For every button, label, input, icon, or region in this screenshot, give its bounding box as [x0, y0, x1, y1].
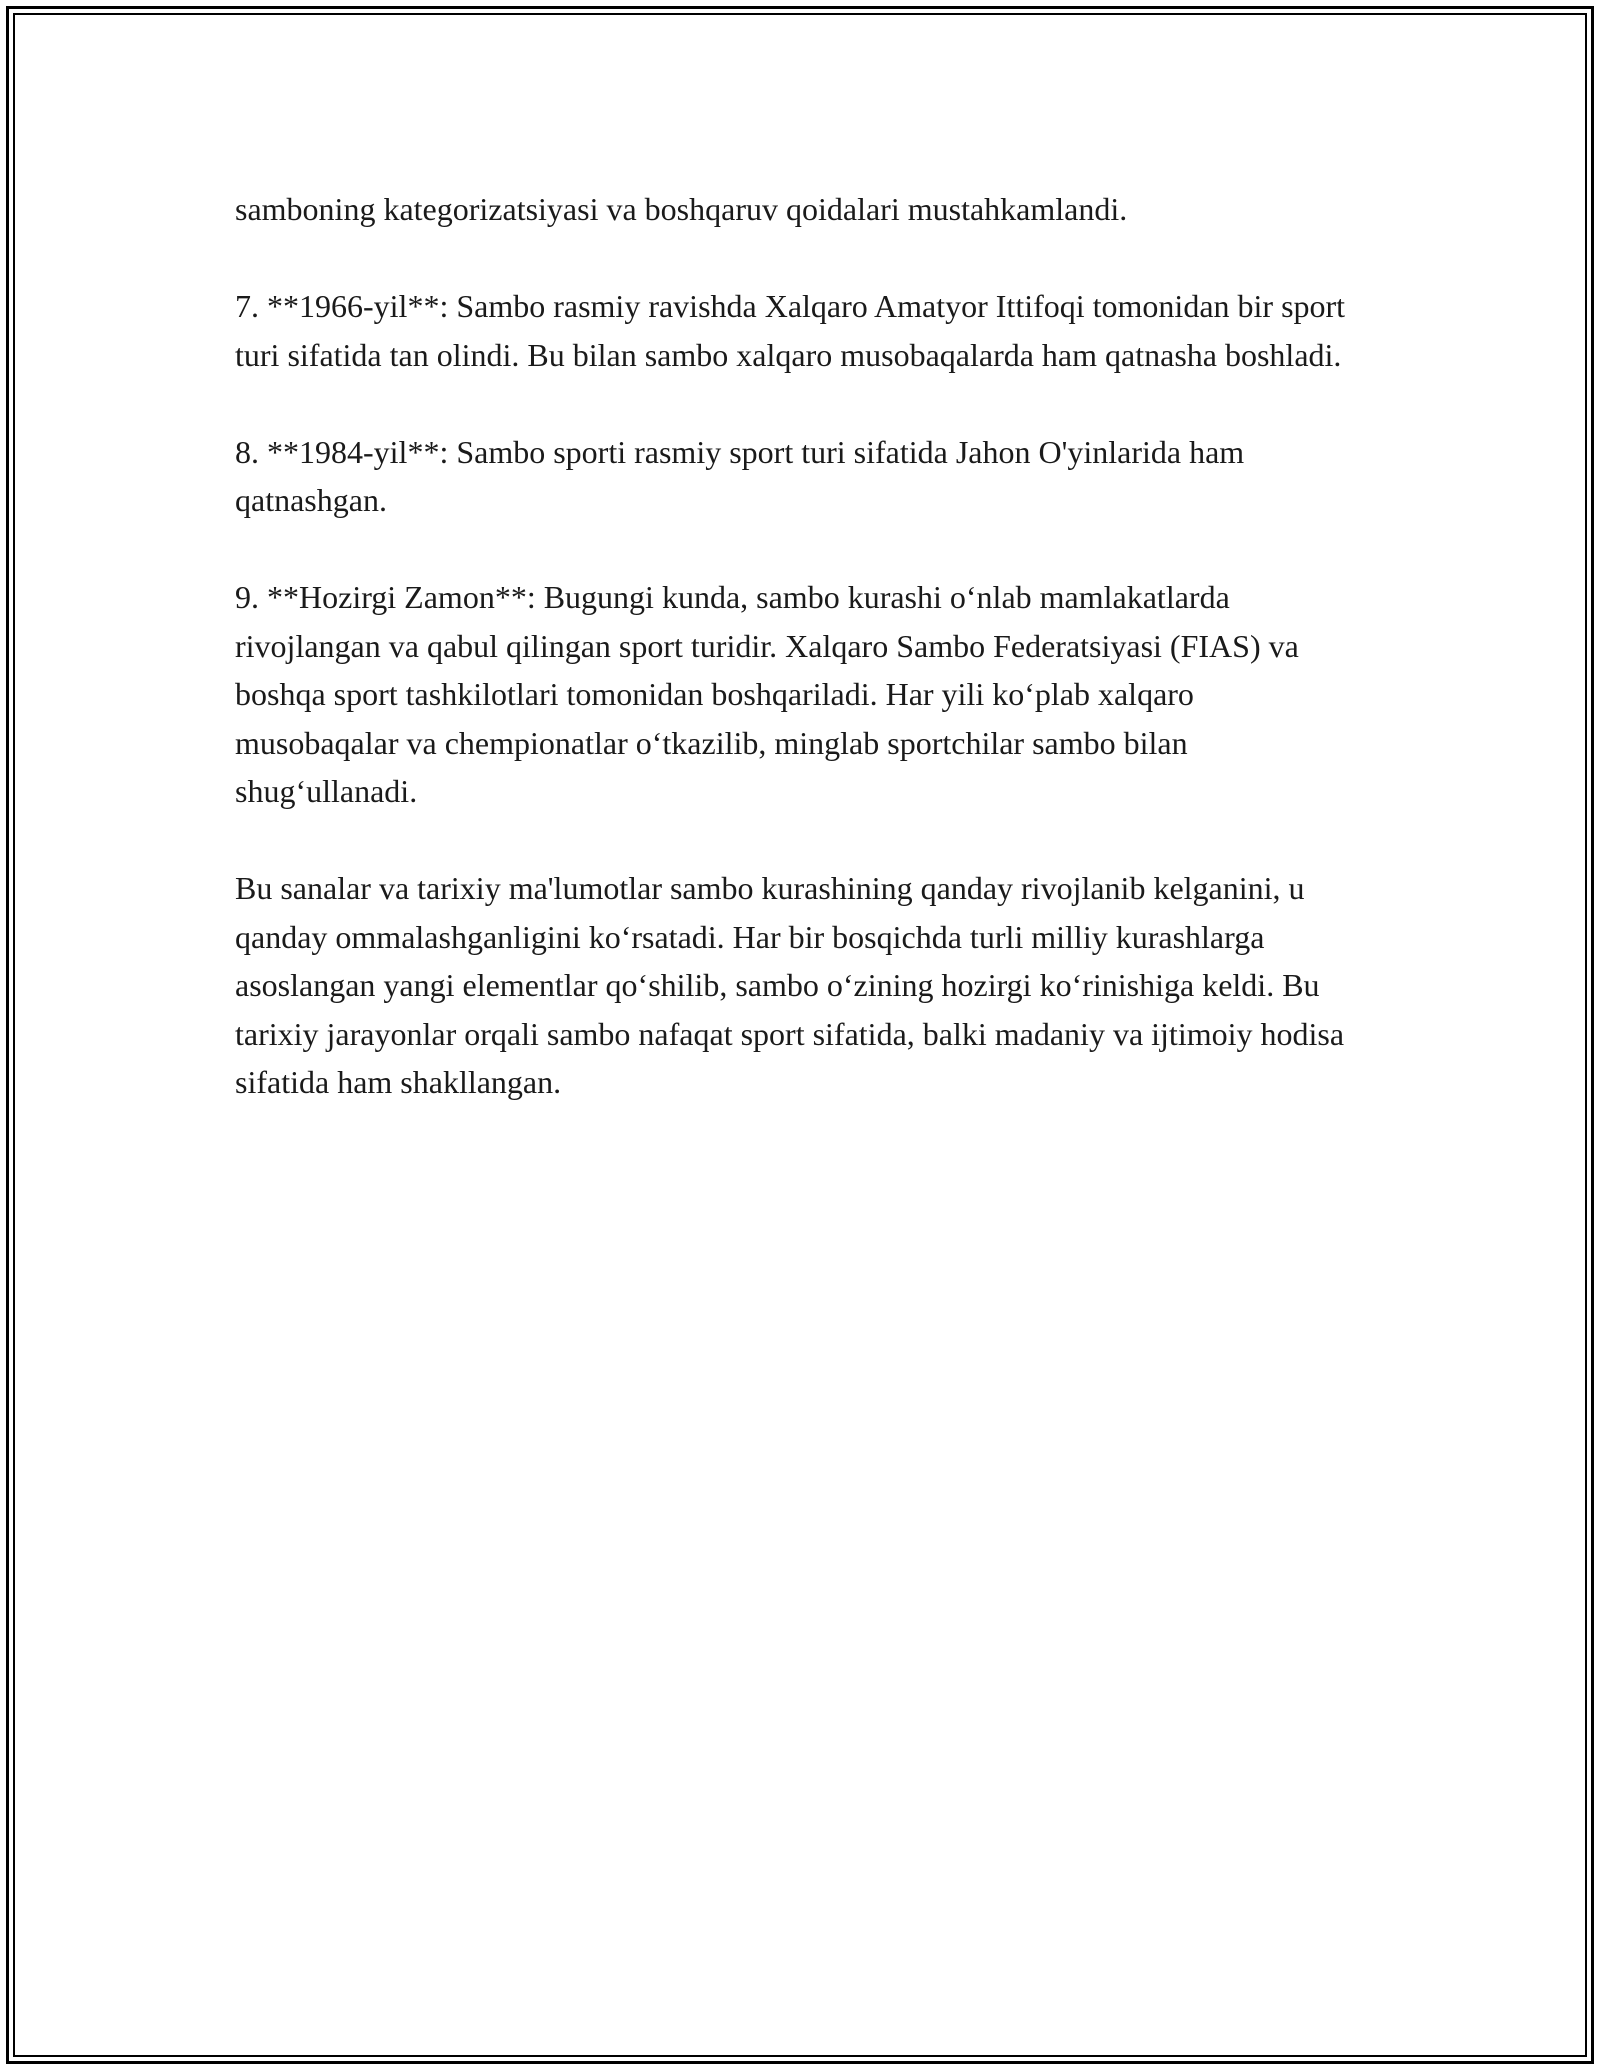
paragraph-item-7: 7. **1966-yil**: Sambo rasmiy ravishda Xalqaro Amatyor Ittifoqi tomonidan bir sport turi sifatida tan olindi. Bu bilan sambo xalqaro musobaqalarda ham qatnasha boshladi.: [235, 288, 1346, 373]
paragraph-conclusion: Bu sanalar va tarixiy ma'lumotlar sambo kurashining qanday rivojlanib kelganini, u qanday ommalashganligini ko‘rsatadi. Har bir bosqichda turli milliy kurashlarga asoslangan yangi elementlar qo‘shilib, sambo o‘zining hozirgi ko‘rinishiga keldi. Bu tarixiy jarayonlar orqali sambo nafaqat sport sifatida, balki madaniy va ijtimoiy hodisa sifatida ham shakllangan.: [235, 870, 1345, 1100]
document-body: [235, 185, 1365, 1155]
paragraph-item-8: 8. **1984-yil**: Sambo sporti rasmiy sport turi sifatida Jahon O'yinlarida ham qatnashgan.: [235, 433, 1245, 518]
paragraph-continuation: samboning kategorizatsiyasi va boshqaruv qoidalari mustahkamlandi.: [235, 191, 1128, 227]
paragraph-item-9: 9. **Hozirgi Zamon**: Bugungi kunda, sambo kurashi o‘nlab mamlakatlarda rivojlangan va qabul qilingan sport turidir. Xalqaro Sambo Federatsiyasi (FIAS) va boshqa sport tashkilotlari tomonidan boshqariladi. Har yili ko‘plab xalqaro musobaqalar va chempionatlar o‘tkazilib, minglab sportchilar sambo bilan shug‘ullanadi.: [235, 579, 1299, 809]
